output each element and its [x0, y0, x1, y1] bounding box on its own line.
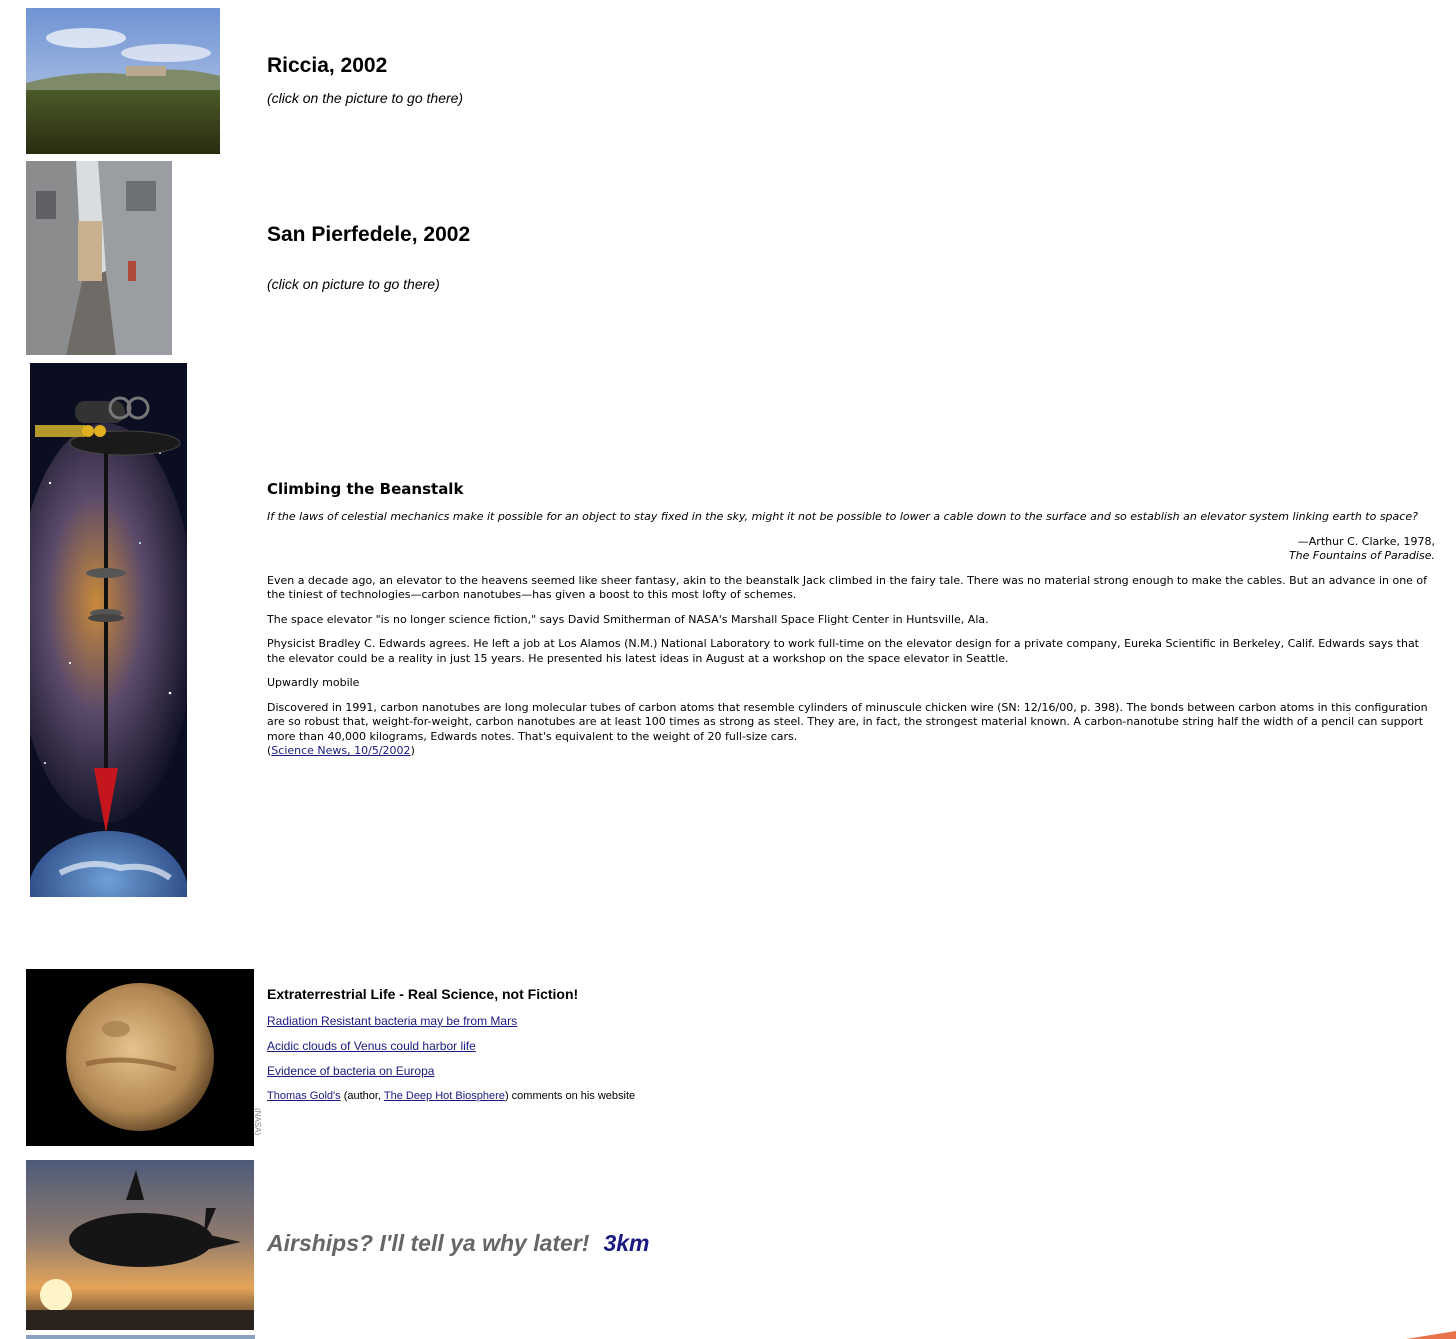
riccia-title: Riccia, 2002 [267, 54, 388, 77]
gold-end-text: ) comments on his website [504, 1090, 636, 1102]
san-pierfedele-photo[interactable] [26, 161, 172, 355]
source-paren-close: ) [410, 744, 415, 757]
mars-bacteria-link[interactable]: Radiation Resistant bacteria may be from Mars [267, 1014, 518, 1028]
article-paragraph: The space elevator "is no longer science fiction," says David Smitherman of NASA's Marshall Space Flight Center in Huntsville, Ala. [267, 612, 989, 626]
et-life-title: Extraterrestrial Life - Real Science, not Fiction! [267, 986, 579, 1002]
km-link[interactable]: 3km [603, 1230, 650, 1256]
beanstalk-title: Climbing the Beanstalk [267, 480, 464, 498]
nasa-credit: (NASA) [253, 1108, 262, 1136]
venus-clouds-link[interactable]: Acidic clouds of Venus could harbor life [267, 1039, 476, 1053]
article-source [267, 744, 1435, 759]
space-elevator-image [30, 363, 187, 897]
san-pierfedele-title: San Pierfedele, 2002 [267, 223, 471, 246]
next-image-edge [26, 1335, 255, 1339]
corner-decoration [1396, 1331, 1456, 1339]
article-paragraph: Even a decade ago, an elevator to the heavens seemed like sheer fantasy, akin to the beanstalk Jack climbed in the fairy tale. There was no material strong enough to make the cables. But an advance in one of the tiniest of technologies—carbon nanotubes—has given a boost to this most lofty of schemes. [267, 573, 1428, 601]
airships-text [267, 1230, 650, 1257]
science-news-link[interactable]: Science News, 10/5/2002 [271, 744, 411, 757]
san-pierfedele-subtitle: (click on picture to go there) [267, 276, 440, 292]
riccia-photo[interactable] [26, 8, 220, 154]
article-paragraph: Discovered in 1991, carbon nanotubes are long molecular tubes of carbon atoms that resemble cylinders of minuscule chicken wire (SN: 12/16/00, p. 398). The bonds between carbon atoms in this configuration are so robust that, weight-for-weight, carbon nanotubes are at least 100 times as strong as steel. They are, in fact, the strongest material known. A carbon-nanotube string half the width of a pencil can support more than 40,000 kilograms, Edwards notes. That's equivalent to the weight of 20 full-size cars. [267, 700, 1428, 743]
clarke-quote: If the laws of celestial mechanics make it possible for an object to stay fixed in the sky, might it not be possible to lower a cable down to the surface and so establish an elevator system linking earth to space? [267, 510, 1418, 523]
thomas-gold-line [267, 1089, 967, 1104]
deep-hot-biosphere-link[interactable]: The Deep Hot Biosphere [383, 1090, 505, 1102]
riccia-subtitle: (click on the picture to go there) [267, 90, 464, 106]
article-paragraph: Physicist Bradley C. Edwards agrees. He left a job at Los Alamos (N.M.) National Laboratory to work full-time on the elevator design for a private company, Eureka Scientific in Berkeley, Calif. Edwards says that the elevator could be a reality in just 15 years. He presented his latest ideas in August at a workshop on the space elevator in Seattle. [267, 637, 1419, 665]
beanstalk-article [267, 480, 1435, 759]
source-paren-open: ( [267, 744, 272, 757]
airship-image [26, 1160, 254, 1330]
gold-mid-text: (author, [340, 1090, 384, 1102]
europa-bacteria-link[interactable]: Evidence of bacteria on Europa [267, 1064, 435, 1078]
attribution-author: —Arthur C. Clarke, 1978, [1297, 534, 1435, 548]
quote-attribution [267, 535, 1435, 564]
article-subheading: Upwardly mobile [267, 676, 360, 689]
mars-image [26, 969, 254, 1146]
thomas-gold-link[interactable]: Thomas Gold's [267, 1090, 341, 1102]
attribution-book: The Fountains of Paradise. [1288, 549, 1435, 562]
airships-teaser: Airships? I'll tell ya why later! [267, 1230, 590, 1256]
et-life-section [267, 985, 967, 1114]
